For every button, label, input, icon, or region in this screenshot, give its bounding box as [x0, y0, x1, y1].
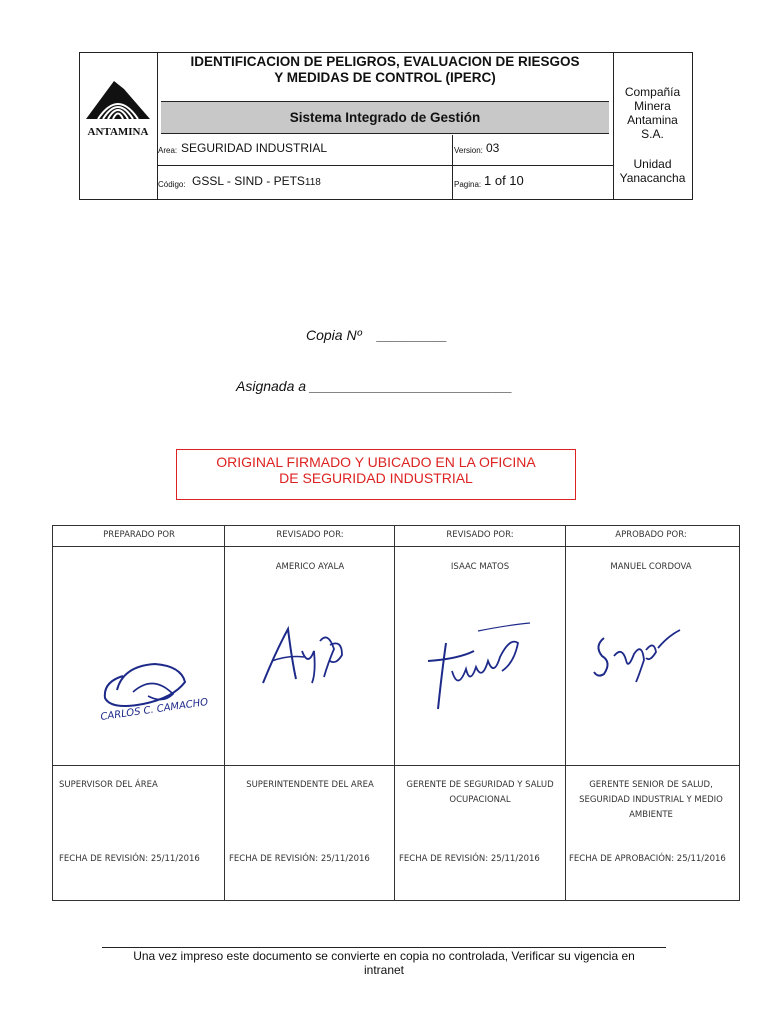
signature-approver	[588, 626, 688, 686]
area-row	[157, 135, 613, 166]
col-head-approved: APROBADO POR:	[615, 530, 687, 540]
reviewer-1-name: AMERICO AYALA	[275, 562, 345, 572]
role-approver	[567, 778, 735, 823]
role-reviewer-2-line-1: GERENTE DE SEGURIDAD Y SALUD	[406, 780, 554, 790]
header-middle	[157, 53, 614, 199]
footer-note	[92, 949, 676, 977]
title-line-1: IDENTIFICACION DE PELIGROS, EVALUACION DE RIESGOS	[190, 54, 580, 69]
col-head-reviewed-1: REVISADO POR:	[276, 530, 344, 540]
area-label: Area:	[158, 146, 178, 155]
notice-line-1: ORIGINAL FIRMADO Y UBICADO EN LA OFICINA	[216, 454, 536, 470]
code-row	[157, 166, 613, 199]
signature-reviewer-1	[258, 621, 358, 691]
document-title	[157, 53, 613, 86]
unit-line-1: Unidad	[633, 157, 672, 171]
unit-name	[613, 157, 692, 185]
role-prepared: SUPERVISOR DEL ÁREA	[59, 780, 158, 790]
version-label: Version:	[454, 146, 483, 155]
date-reviewer-1: FECHA DE REVISIÓN: 25/11/2016	[229, 854, 370, 864]
notice-line-2: DE SEGURIDAD INDUSTRIAL	[279, 470, 473, 486]
date-reviewer-2: FECHA DE REVISIÓN: 25/11/2016	[399, 854, 540, 864]
area-value: SEGURIDAD INDUSTRIAL	[181, 141, 328, 155]
footer-line-2: intranet	[363, 963, 405, 977]
company-line-3: Antamina	[627, 113, 678, 127]
system-banner: Sistema Integrado de Gestión	[161, 101, 609, 134]
role-reviewer-2-line-2: OCUPACIONAL	[449, 795, 511, 805]
col-head-reviewed-2: REVISADO POR:	[446, 530, 514, 540]
pagina-value: 1 of 10	[484, 173, 524, 188]
role-approver-line-1: GERENTE SENIOR DE SALUD,	[589, 780, 713, 790]
pagina-label: Pagina:	[454, 180, 482, 189]
row-divider	[53, 546, 739, 547]
codigo-value	[192, 174, 321, 188]
role-approver-line-2: SEGURIDAD INDUSTRIAL Y MEDIO	[579, 795, 723, 805]
assigned-to-field: Asignada a __________________________	[236, 378, 513, 394]
approver-name: MANUEL CORDOVA	[610, 562, 692, 572]
codigo-label: Código:	[158, 180, 186, 189]
row-divider	[53, 765, 739, 766]
codigo-number: 118	[304, 177, 321, 188]
logo-text: ANTAMINA	[87, 126, 149, 137]
signature-preparer	[93, 654, 223, 724]
version-value: 03	[486, 141, 500, 155]
date-prepared: FECHA DE REVISIÓN: 25/11/2016	[59, 854, 200, 864]
footer-rule	[102, 947, 666, 948]
codigo-code: GSSL - SIND - PETS	[192, 174, 305, 188]
role-approver-line-3: AMBIENTE	[629, 810, 673, 820]
date-approver: FECHA DE APROBACIÓN: 25/11/2016	[569, 854, 726, 864]
signature-table	[52, 525, 740, 901]
role-reviewer-2	[396, 778, 564, 808]
signature-reviewer-2	[418, 621, 538, 716]
copy-number-field: Copia Nº _________	[306, 327, 448, 343]
document-header	[79, 52, 693, 200]
reviewer-2-name: ISAAC MATOS	[450, 562, 510, 572]
role-reviewer-1: SUPERINTENDENTE DEL AREA	[246, 780, 374, 790]
original-notice-box	[176, 449, 576, 500]
unit-line-2: Yanacancha	[619, 171, 686, 185]
col-head-prepared: PREPARADO POR	[103, 530, 175, 540]
company-line-1: Compañía	[624, 85, 681, 99]
column-divider	[565, 526, 566, 900]
title-line-2: Y MEDIDAS DE CONTROL (IPERC)	[274, 70, 496, 85]
column-divider	[394, 526, 395, 900]
company-line-2: Minera	[634, 99, 671, 113]
antamina-logo	[84, 75, 152, 137]
company-cell	[613, 53, 692, 199]
cell-divider	[452, 135, 453, 199]
logo-cell	[80, 53, 158, 199]
company-name	[613, 85, 692, 141]
footer-line-1: Una vez impreso este documento se convierte en copia no controlada, Verificar su vigencia en	[133, 949, 635, 963]
company-line-4: S.A.	[641, 127, 664, 141]
column-divider	[224, 526, 225, 900]
signature-preparer-text: CARLOS C. CAMACHO	[99, 696, 209, 723]
